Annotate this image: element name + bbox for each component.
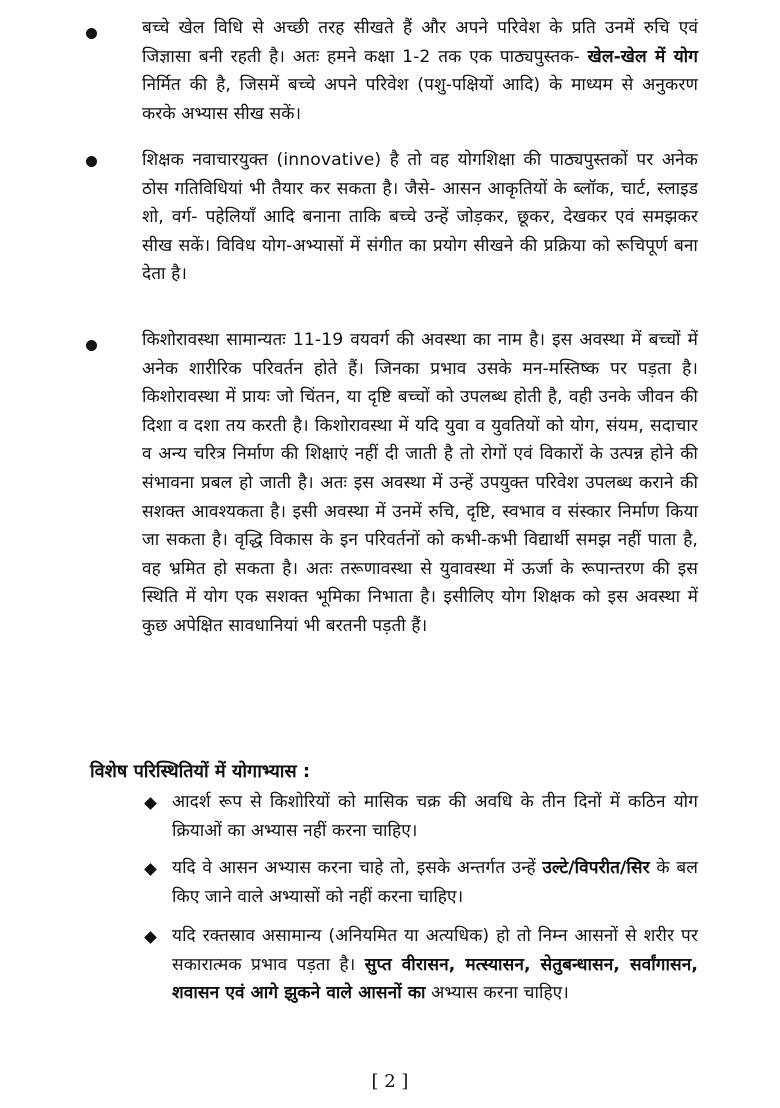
asana-list-bold: सुप्त वीरासन, मत्स्यासन, सेतुबन्धासन, सर्वांगासन, शवासन एवं आगे झुकने वाले आसनों का [172, 954, 698, 1004]
section-heading: विशेष परिस्थितियों में योगाभ्यास : [90, 761, 311, 782]
book-title-bold: खेल-खेल में योग [587, 46, 698, 67]
paragraph-text: अभ्यास करना चाहिए। [425, 983, 569, 1004]
paragraph-text: निर्मित की है, जिसमें बच्चे अपने परिवेश (पशु-पक्षियों आदि) के माध्यम से अनुकरण करके अभ्यास सीख सकें। [142, 75, 698, 124]
paragraph-text: बच्चे खेल विधि से अच्छी तरह सीखते हैं और अपने परिवेश के प्रति उनमें रुचि एवं जिज्ञासा बनी रहती है। अतः हमने कक्षा 1-2 तक एक पाठ्यपुस्तक- [142, 18, 698, 67]
sub-item-paragraph: आदर्श रूप से किशोरियों को मासिक चक्र की अवधि के तीन दिनों में कठिन योग क्रियाओं का अभ्यास नहीं करना चाहिए। [172, 792, 698, 841]
sub-item-inverted-asanas [172, 854, 698, 911]
bullet-paragraph: किशोरावस्था सामान्यतः 11-19 वयवर्ग की अवस्था का नाम है। इस अवस्था में बच्चों में अनेक शारीरिक परिवर्तन होते हैं। जिनका प्रभाव उसके मन-मस्तिष्क पर पड़ता है। किशोरावस्था में प्रायः जो चिंतन, या दृष्टि बच्चों को उपलब्ध होती है, वही उनके जीवन की दिशा व दशा तय करती है। किशोरावस्था में यदि युवा व युवतियों को योग, संयम, सदाचार व अन्य चरित्र निर्माण की शिक्षाएं नहीं दी जाती है तो रोगों एवं विकारों के उत्पन्न होने की संभावना प्रबल हो जाती है। अतः इस अवस्था में उन्हें उपयुक्त परिवेश उपलब्ध कराने की सशक्त आवश्यकता है। इसी अवस्था में उनमें रुचि, दृष्टि, स्वभाव व संस्कार निर्माण किया जा सकता है। वृद्धि विकास के इन परिवर्तनों को कभी-कभी विद्यार्थी समझ नहीं पाता है, वह भ्रमित हो सकता है। अतः तरूणावस्था से युवावस्था में ऊर्जा के रूपान्तरण की इस स्थिति में योग एक सशक्त भूमिका निभाता है। इसीलिए योग शिक्षक को इस अवस्था में कुछ अपेक्षित सावधानियां भी बरतनी पड़ती हैं। [142, 330, 698, 636]
bullet-item-adolescence [142, 326, 698, 641]
diamond-bullet-icon [144, 863, 157, 876]
diamond-bullet-icon [144, 931, 157, 944]
paragraph-text: के बल किए जाने वाले अभ्यासों को नहीं करना चाहिए। [172, 858, 698, 907]
sub-item-paragraph [172, 922, 698, 1008]
bullet-dot-icon [86, 28, 97, 39]
bullet-dot-icon [86, 340, 97, 351]
bullet-item-innovative-teacher [142, 146, 698, 289]
sub-item-menstrual-cycle [172, 788, 698, 845]
bold-text: उल्टे/विपरीत/सिर [542, 858, 650, 878]
paragraph-text: यदि वे आसन अभ्यास करना चाहे तो, इसके अन्तर्गत उन्हें [172, 858, 543, 878]
page-number: [ 2 ] [371, 1071, 409, 1092]
bullet-paragraph: शिक्षक नवाचारयुक्त (innovative) है तो वह योगशिक्षा की पाठ्यपुस्तकों पर अनेक ठोस गतिविधियां भी तैयार कर सकता है। जैसे- आसन आकृतियों के ब्लॉक, चार्ट, स्लाइड शो, वर्ग- पहेलियाँ आदि बनाना ताकि बच्चे उन्हें जोड़कर, छूकर, देखकर एवं समझकर सीख सकें। विविध योग-अभ्यासों में संगीत का प्रयोग सीखने की प्रक्रिया को रूचिपूर्ण बना देता है। [142, 150, 698, 285]
bullet-item-play-method [142, 14, 698, 128]
bullet-dot-icon [86, 156, 97, 167]
sub-item-paragraph [172, 854, 698, 911]
bullet-paragraph [142, 14, 698, 128]
paragraph-text: यदि रक्तस्राव असामान्य (अनियमित या अत्यधिक) हो तो निम्न आसनों से शरीर पर सकारात्मक प्रभाव पड़ता है। [172, 926, 698, 975]
diamond-bullet-icon [144, 797, 157, 810]
sub-item-abnormal-bleeding [172, 922, 698, 1008]
